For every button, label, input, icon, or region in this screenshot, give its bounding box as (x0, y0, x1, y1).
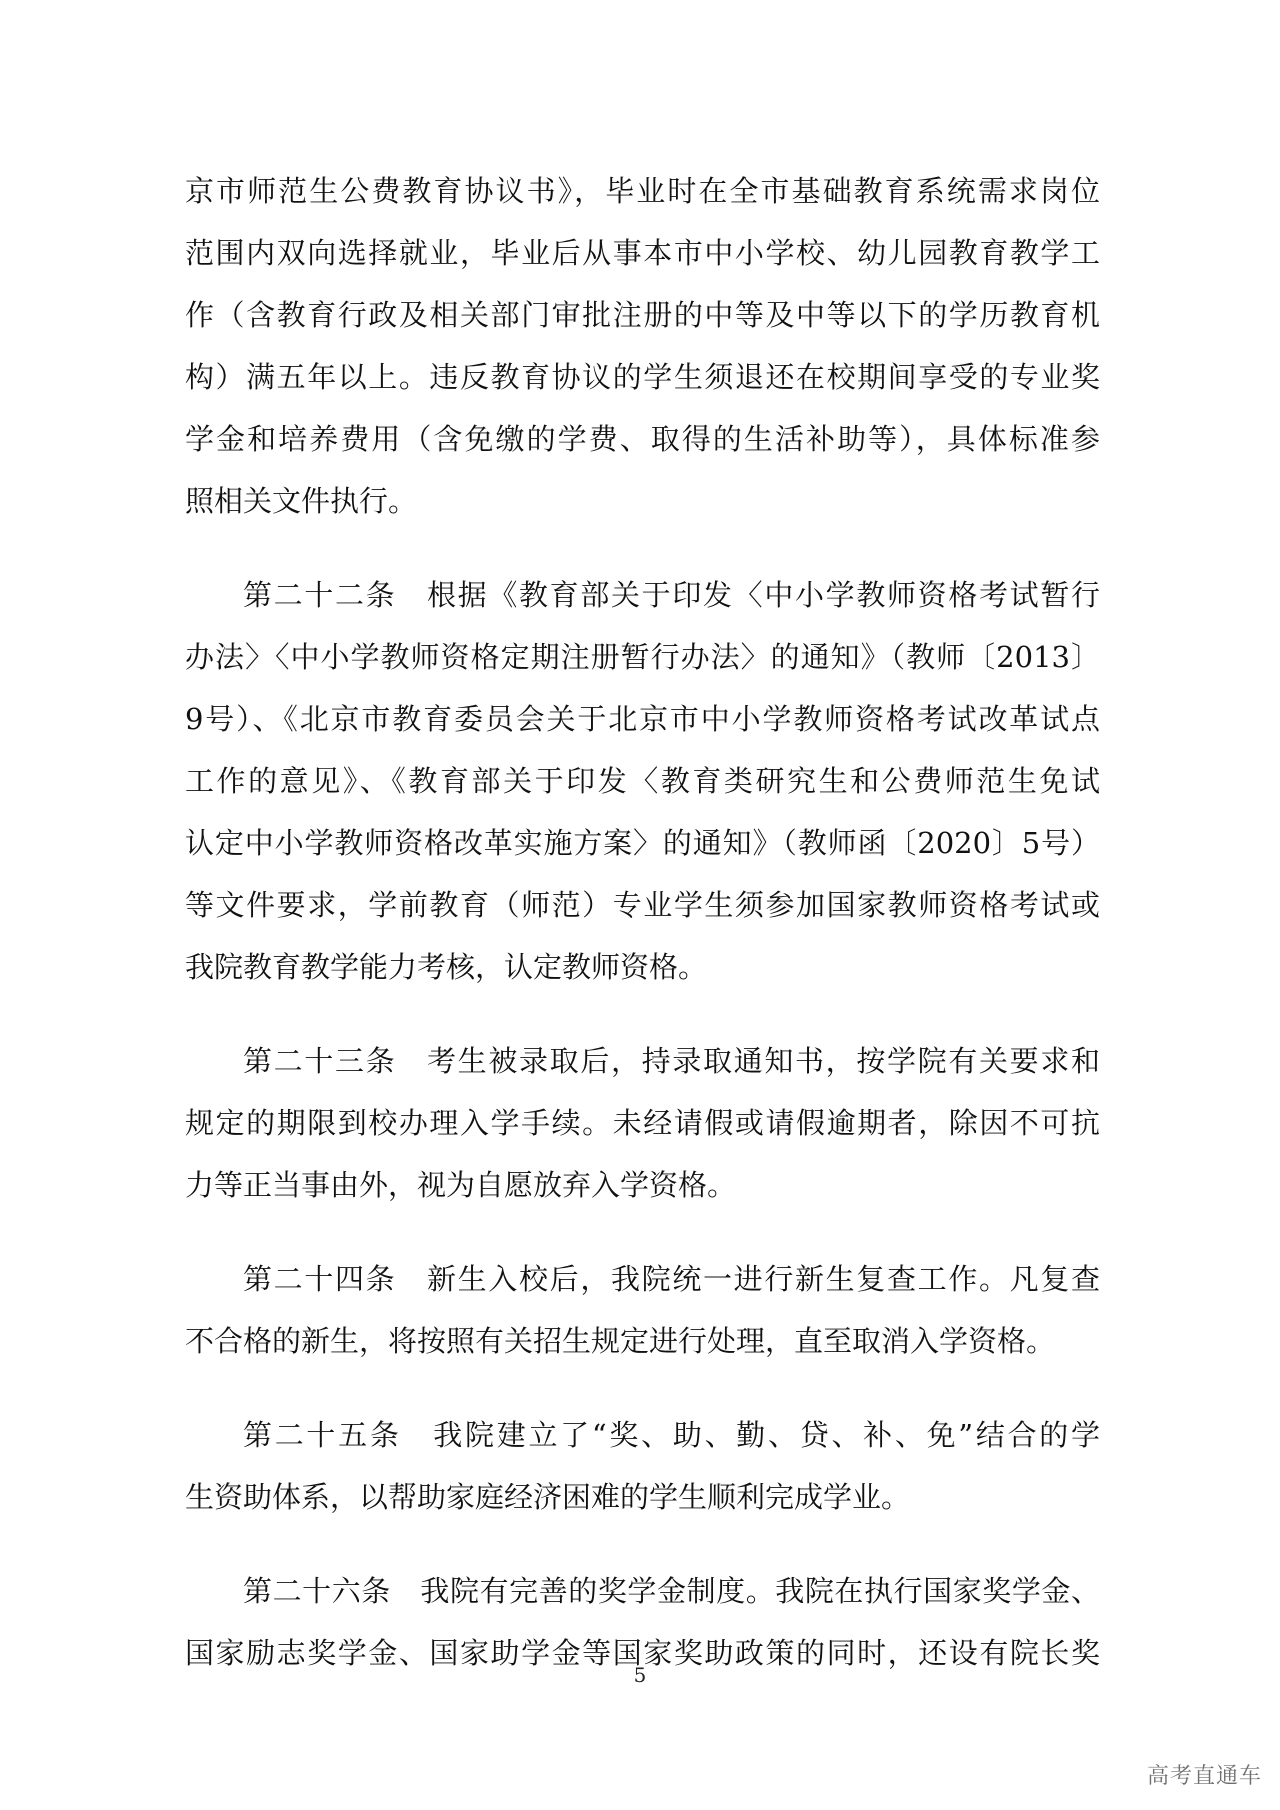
text-line: 第二十四条 新生入校后，我院统一进行新生复查工作。凡复查 (243, 1262, 1100, 1296)
text-line: 等文件要求，学前教育（师范）专业学生须参加国家教师资格考试或 (185, 888, 1100, 922)
text-line: 工作的意见》、《教育部关于印发〈教育类研究生和公费师范生免试 (185, 764, 1100, 798)
text-line: 生资助体系，以帮助家庭经济困难的学生顺利完成学业。 (185, 1480, 911, 1514)
text-line: 我院教育教学能力考核，认定教师资格。 (185, 950, 708, 984)
text-line: 照相关文件执行。 (185, 484, 418, 518)
article-25-paragraph (185, 1404, 1100, 1528)
text-line: 力等正当事由外，视为自愿放弃入学资格。 (185, 1168, 737, 1202)
text-line: 认定中小学教师资格改革实施方案〉的通知》（教师函〔2020〕5号） (185, 826, 1100, 860)
text-line: 构）满五年以上。违反教育协议的学生须退还在校期间享受的专业奖 (185, 360, 1100, 394)
text-line: 不合格的新生，将按照有关招生规定进行处理，直至取消入学资格。 (185, 1324, 1056, 1358)
article-24-paragraph (185, 1248, 1100, 1372)
text-line: 国家励志奖学金、国家助学金等国家奖助政策的同时，还设有院长奖 (185, 1636, 1100, 1670)
text-line: 9号）、《北京市教育委员会关于北京市中小学教师资格考试改革试点 (185, 702, 1100, 736)
text-line: 规定的期限到校办理入学手续。未经请假或请假逾期者，除因不可抗 (185, 1106, 1100, 1140)
article-23-paragraph (185, 1030, 1100, 1216)
article-22-paragraph (185, 564, 1100, 998)
text-line: 作（含教育行政及相关部门审批注册的中等及中等以下的学历教育机 (185, 298, 1100, 332)
text-line: 第二十三条 考生被录取后，持录取通知书，按学院有关要求和 (243, 1044, 1100, 1078)
text-line: 办法〉〈中小学教师资格定期注册暂行办法〉的通知》（教师〔2013〕 (185, 640, 1100, 674)
text-line: 京市师范生公费教育协议书》，毕业时在全市基础教育系统需求岗位 (185, 174, 1100, 208)
text-line: 第二十六条 我院有完善的奖学金制度。我院在执行国家奖学金、 (243, 1574, 1100, 1608)
watermark-text: 高考直通车 (1146, 1764, 1262, 1789)
document-body (185, 160, 1100, 1684)
paragraph (185, 160, 1100, 532)
text-line: 学金和培养费用（含免缴的学费、取得的生活补助等），具体标准参 (185, 422, 1100, 456)
text-line: 第二十五条 我院建立了“奖、助、勤、贷、补、免”结合的学 (243, 1418, 1100, 1452)
text-line: 范围内双向选择就业，毕业后从事本市中小学校、幼儿园教育教学工 (185, 236, 1100, 270)
text-line: 第二十二条 根据《教育部关于印发〈中小学教师资格考试暂行 (243, 578, 1100, 612)
page-number: 5 (633, 1663, 647, 1687)
